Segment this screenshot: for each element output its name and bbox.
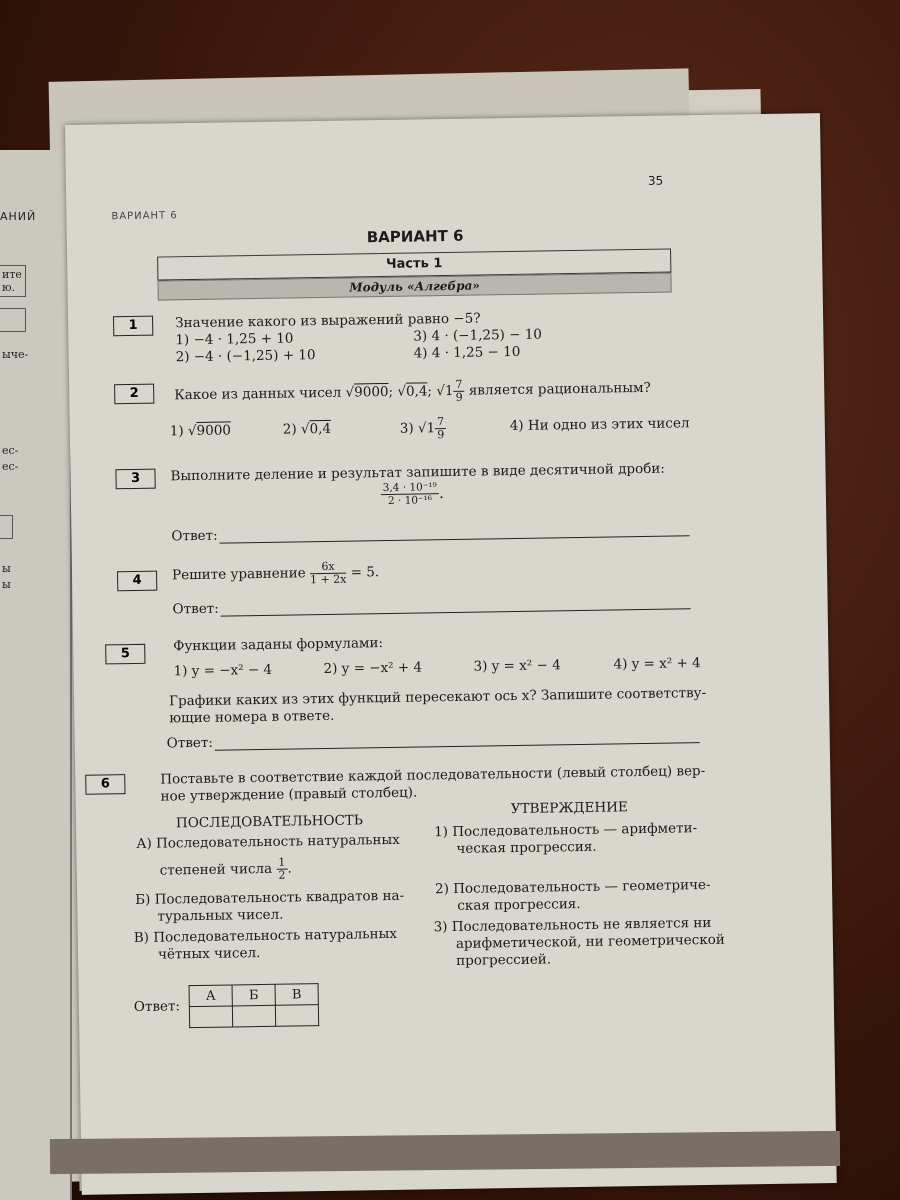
- left-page: [0, 150, 72, 1200]
- sequence-c: В) Последовательность натуральных: [133, 925, 398, 947]
- question-text: Поставьте в соответствие каждой последовательности (левый столбец) вер-: [160, 763, 706, 788]
- page-title: ВАРИАНТ 6: [366, 226, 464, 247]
- answer-option: 2) y = −x² + 4: [323, 659, 423, 678]
- left-fragment: ы: [2, 578, 11, 591]
- root-9000: 9000: [354, 383, 389, 401]
- left-fragment: ес-: [2, 460, 19, 473]
- part-title: Часть 1: [385, 256, 443, 272]
- sequence-a: А) Последовательность натуральных: [136, 831, 400, 852]
- question-number: 3: [115, 469, 155, 490]
- answer-line[interactable]: [220, 535, 690, 543]
- answer-option: 3) y = x² − 4: [473, 657, 561, 675]
- sequence-a: степеней числа $\frac{1}{2}$ .: [159, 855, 292, 882]
- statement-1: ческая прогрессия.: [456, 838, 597, 857]
- question-text: Значение какого из выражений равно −5?: [175, 310, 481, 332]
- right-column-head: УТВЕРЖДЕНИЕ: [510, 799, 628, 818]
- question-text-start: Какое из данных чисел: [174, 384, 342, 404]
- answer-table: [189, 983, 320, 1028]
- question-text: Решите уравнение $\frac{6x}{1 + 2x}$ = 5.: [171, 559, 380, 587]
- question-text: ное утверждение (правый столбец).: [160, 784, 418, 805]
- answer-label: Ответ:: [133, 998, 181, 1016]
- sequence-c: чётных чисел.: [157, 945, 261, 963]
- table-head-a: А: [189, 985, 232, 1007]
- answer-cell-a[interactable]: [189, 1006, 232, 1028]
- answer-label: Ответ:: [172, 600, 219, 618]
- answer-option: 1) √9000: [169, 422, 232, 440]
- left-fragment: ите: [2, 268, 22, 281]
- answer-option: 4) 4 · 1,25 − 10: [413, 343, 521, 362]
- question-number: 2: [114, 384, 154, 405]
- fraction-expression: $\frac{\text{3,4 · 10⁻¹⁹}}{\text{2 · 10⁻¹⁶}}$ .: [382, 481, 445, 507]
- sequence-b: Б) Последовательность квадратов на-: [135, 887, 405, 908]
- question-number: 6: [85, 774, 125, 795]
- left-fragment: ы: [2, 562, 11, 575]
- question-number: 5: [105, 644, 145, 665]
- answer-option: 1) y = −x² − 4: [173, 661, 273, 680]
- answer-line[interactable]: [221, 608, 691, 616]
- answer-option: 3) 4 · (−1,25) − 10: [413, 326, 543, 345]
- statement-2: 2) Последовательность — геометриче-: [434, 876, 711, 898]
- mixed-fraction: $\frac{7}{9}$: [455, 377, 463, 404]
- answer-option: 2) −4 · (−1,25) + 10: [175, 347, 316, 366]
- answer-cell-b[interactable]: [232, 1005, 275, 1027]
- page-number: 35: [647, 173, 664, 188]
- left-header: АНИЙ: [0, 210, 37, 223]
- root-0-4: 0,4: [405, 383, 428, 400]
- statement-3: прогрессией.: [456, 951, 552, 969]
- fraction-denominator: 2 · 10⁻¹⁶: [387, 494, 433, 507]
- sequence-b: туральных чисел.: [157, 906, 284, 925]
- statement-3: 3) Последовательность не является ни: [433, 914, 712, 936]
- answer-option: 3) √1 $\frac{7}{9}$: [399, 415, 445, 442]
- answer-line[interactable]: [215, 742, 700, 751]
- answer-label: Ответ:: [171, 527, 218, 545]
- answer-label: Ответ:: [166, 734, 214, 752]
- answer-option: 4) Ни одно из этих чисел: [509, 415, 690, 435]
- module-title: Модуль «Алгебра»: [349, 278, 480, 295]
- question-number: 4: [117, 571, 157, 592]
- answer-option: 1) −4 · 1,25 + 10: [175, 330, 294, 349]
- question-text: Функции заданы формулами:: [173, 635, 384, 655]
- fraction-numerator: 3,4 · 10⁻¹⁹: [381, 481, 439, 495]
- question-text: ющие номера в ответе.: [169, 707, 335, 727]
- statement-2: ская прогрессия.: [457, 895, 581, 914]
- statement-3: арифметической, ни геометрической: [455, 931, 725, 952]
- question-text-end: является рациональным?: [468, 379, 651, 399]
- left-fragment: ыче-: [2, 348, 29, 361]
- question-text: Графики каких из этих функций пересекают ось x? Запишите соответству-: [168, 685, 707, 710]
- question-text: Какое из данных чисел √9000; √0,4; √1 $\frac{7}{9}$ является рациональным?: [174, 377, 651, 404]
- mixed-whole: 1: [444, 382, 454, 400]
- left-fragment: ес-: [2, 444, 19, 457]
- answer-option: 2) √0,4: [282, 420, 332, 438]
- document-page: [65, 113, 837, 1195]
- question-text: Выполните деление и результат запишите в виде десятичной дроби:: [170, 460, 666, 485]
- table-head-v: В: [275, 984, 318, 1006]
- table-head-b: Б: [232, 984, 275, 1006]
- answer-option: 4) y = x² + 4: [613, 655, 701, 673]
- left-column-head: ПОСЛЕДОВАТЕЛЬНОСТЬ: [175, 812, 364, 832]
- running-title: ВАРИАНТ 6: [111, 210, 178, 223]
- question-number: 1: [113, 316, 153, 337]
- statement-1: 1) Последовательность — арифмети-: [434, 820, 698, 841]
- answer-cell-v[interactable]: [275, 1005, 318, 1027]
- left-fragment: ю.: [2, 281, 16, 294]
